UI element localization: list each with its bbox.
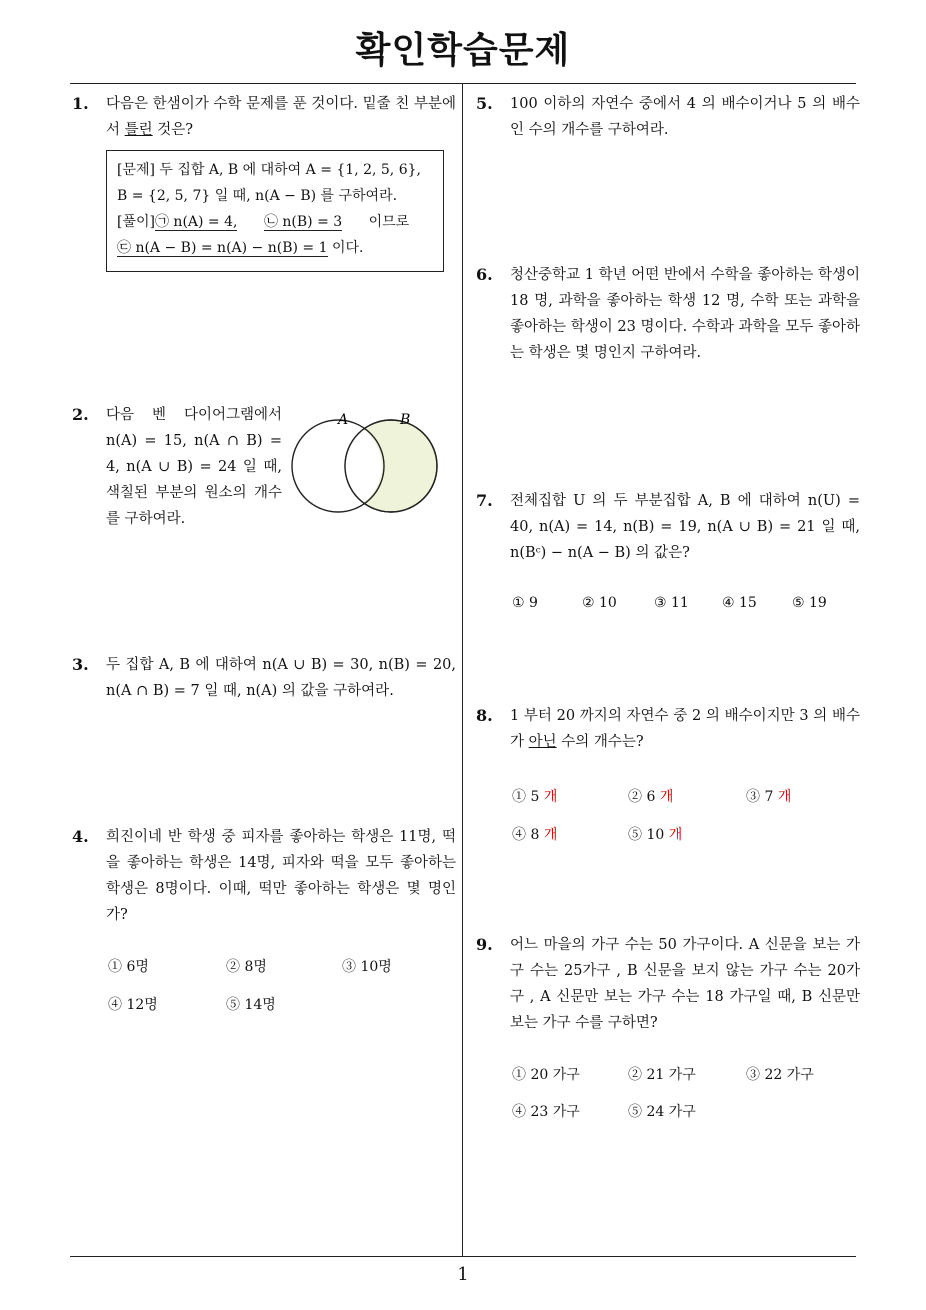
- question-text: 100 이하의 자연수 중에서 4 의 배수이거나 5 의 배수인 수의 개수를 구하여라.: [510, 96, 860, 138]
- choice-1[interactable]: ① 20 가구: [512, 1067, 580, 1083]
- choice-3[interactable]: ③ 11: [654, 595, 689, 611]
- choice-2[interactable]: ② 6 개: [628, 789, 674, 805]
- underlined-word: 아닌: [528, 734, 557, 750]
- question-text: 청산중학교 1 학년 어떤 반에서 수학을 좋아하는 학생이 18 명, 과학을 좋아하는 학생 12 명, 수학 또는 과학을 좋아하는 학생이 23 명이다. 수학과 과학을 모두 좋아하는 학생은 몇 명인지 구하여라.: [510, 267, 860, 361]
- question-number: 1.: [72, 94, 89, 113]
- box-line-end: 이다.: [327, 240, 364, 256]
- bottom-rule: [70, 1256, 856, 1257]
- question-number: 4.: [72, 827, 89, 846]
- label-a: A: [338, 412, 349, 428]
- solution-label: [풀이]: [117, 214, 155, 230]
- question-number: 6.: [476, 265, 493, 284]
- question-1: [72, 91, 456, 143]
- choice-2[interactable]: ② 10: [582, 595, 617, 611]
- choice-3[interactable]: ③ 22 가구: [746, 1067, 814, 1083]
- choice-4[interactable]: ④ 8 개: [512, 827, 558, 843]
- label-b: B: [400, 412, 411, 428]
- step-connector: 이므로: [368, 214, 410, 230]
- choice-4[interactable]: ④ 15: [722, 595, 757, 611]
- question-text: 1 부터 20 까지의 자연수 중 2 의 배수이지만 3 의 배수가: [510, 708, 860, 750]
- question-text: 희진이네 반 학생 중 피자를 좋아하는 학생은 11명, 떡을 좋아하는 학생은 14명, 피자와 떡을 모두 좋아하는 학생은 8명이다. 이때, 떡만 좋아하는 학생은 몇 명인가?: [106, 829, 456, 923]
- question-2: [72, 402, 282, 532]
- question-5: [476, 91, 860, 143]
- choice-1[interactable]: ① 9: [512, 595, 538, 611]
- column-divider: [462, 84, 463, 1256]
- question-text-end: 수의 개수는?: [556, 734, 644, 750]
- step-a: ㉠ n(A) = 4,: [154, 214, 238, 230]
- question-3: [72, 652, 456, 704]
- venn-diagram: [290, 405, 460, 520]
- question-8: [476, 703, 860, 755]
- choice-2[interactable]: ② 8명: [226, 959, 267, 975]
- box-line-2: B = {2, 5, 7} 일 때, n(A − B) 를 구하여라.: [117, 188, 398, 204]
- question-number: 7.: [476, 491, 493, 510]
- page-number: 1: [457, 1264, 469, 1285]
- question-text: 어느 마을의 가구 수는 50 가구이다. A 신문을 보는 가구 수는 25가구 , B 신문을 보지 않는 가구 수는 20가구 , A 신문만 보는 가구 수는 18 가구일 때, B 신문만 보는 가구 수를 구하면?: [510, 937, 860, 1031]
- question-number: 9.: [476, 935, 493, 954]
- choice-3[interactable]: ③ 10명: [342, 959, 392, 975]
- question-text: 다음은 한샘이가 수학 문제를 푼 것이다. 밑줄 친 부분에서: [106, 96, 456, 138]
- step-c: ㉢ n(A − B) = n(A) − n(B) = 1: [117, 240, 328, 256]
- question-9: [476, 932, 860, 1036]
- page-title: 확인학습문제: [355, 30, 571, 71]
- question-number: 2.: [72, 405, 89, 424]
- question-number: 5.: [476, 94, 493, 113]
- box-line-1: [문제] 두 집합 A, B 에 대하여 A = {1, 2, 5, 6},: [117, 162, 421, 178]
- choice-1[interactable]: ① 6명: [108, 959, 149, 975]
- choice-5[interactable]: ⑤ 19: [792, 595, 827, 611]
- question-number: 8.: [476, 706, 493, 725]
- choice-5[interactable]: ⑤ 10 개: [628, 827, 683, 843]
- choice-4[interactable]: ④ 12명: [108, 997, 158, 1013]
- question-4: [72, 824, 456, 928]
- step-b: ㉡ n(B) = 3: [263, 214, 343, 230]
- question-6: [476, 262, 860, 366]
- choice-5[interactable]: ⑤ 14명: [226, 997, 276, 1013]
- choice-2[interactable]: ② 21 가구: [628, 1067, 696, 1083]
- choice-4[interactable]: ④ 23 가구: [512, 1104, 580, 1120]
- solution-box: [106, 150, 444, 272]
- question-7: [476, 488, 860, 566]
- question-text-end: 것은?: [152, 122, 194, 138]
- top-rule: [70, 83, 856, 84]
- choice-1[interactable]: ① 5 개: [512, 789, 558, 805]
- question-text: 두 집합 A, B 에 대하여 n(A ∪ B) = 30, n(B) = 20, n(A ∩ B) = 7 일 때, n(A) 의 값을 구하여라.: [106, 657, 456, 699]
- question-text: 전체집합 U 의 두 부분집합 A, B 에 대하여 n(U) = 40, n(A) = 14, n(B) = 19, n(A ∪ B) = 21 일 때, n(Bᶜ) − n(A − B) 의 값은?: [510, 493, 860, 561]
- choice-5[interactable]: ⑤ 24 가구: [628, 1104, 696, 1120]
- question-number: 3.: [72, 655, 89, 674]
- underlined-word: 틀린: [124, 122, 153, 138]
- question-text: 다음 벤 다이어그램에서 n(A) = 15, n(A ∩ B) = 4, n(A ∪ B) = 24 일 때, 색칠된 부분의 원소의 개수를 구하여라.: [106, 407, 282, 527]
- choice-3[interactable]: ③ 7 개: [746, 789, 792, 805]
